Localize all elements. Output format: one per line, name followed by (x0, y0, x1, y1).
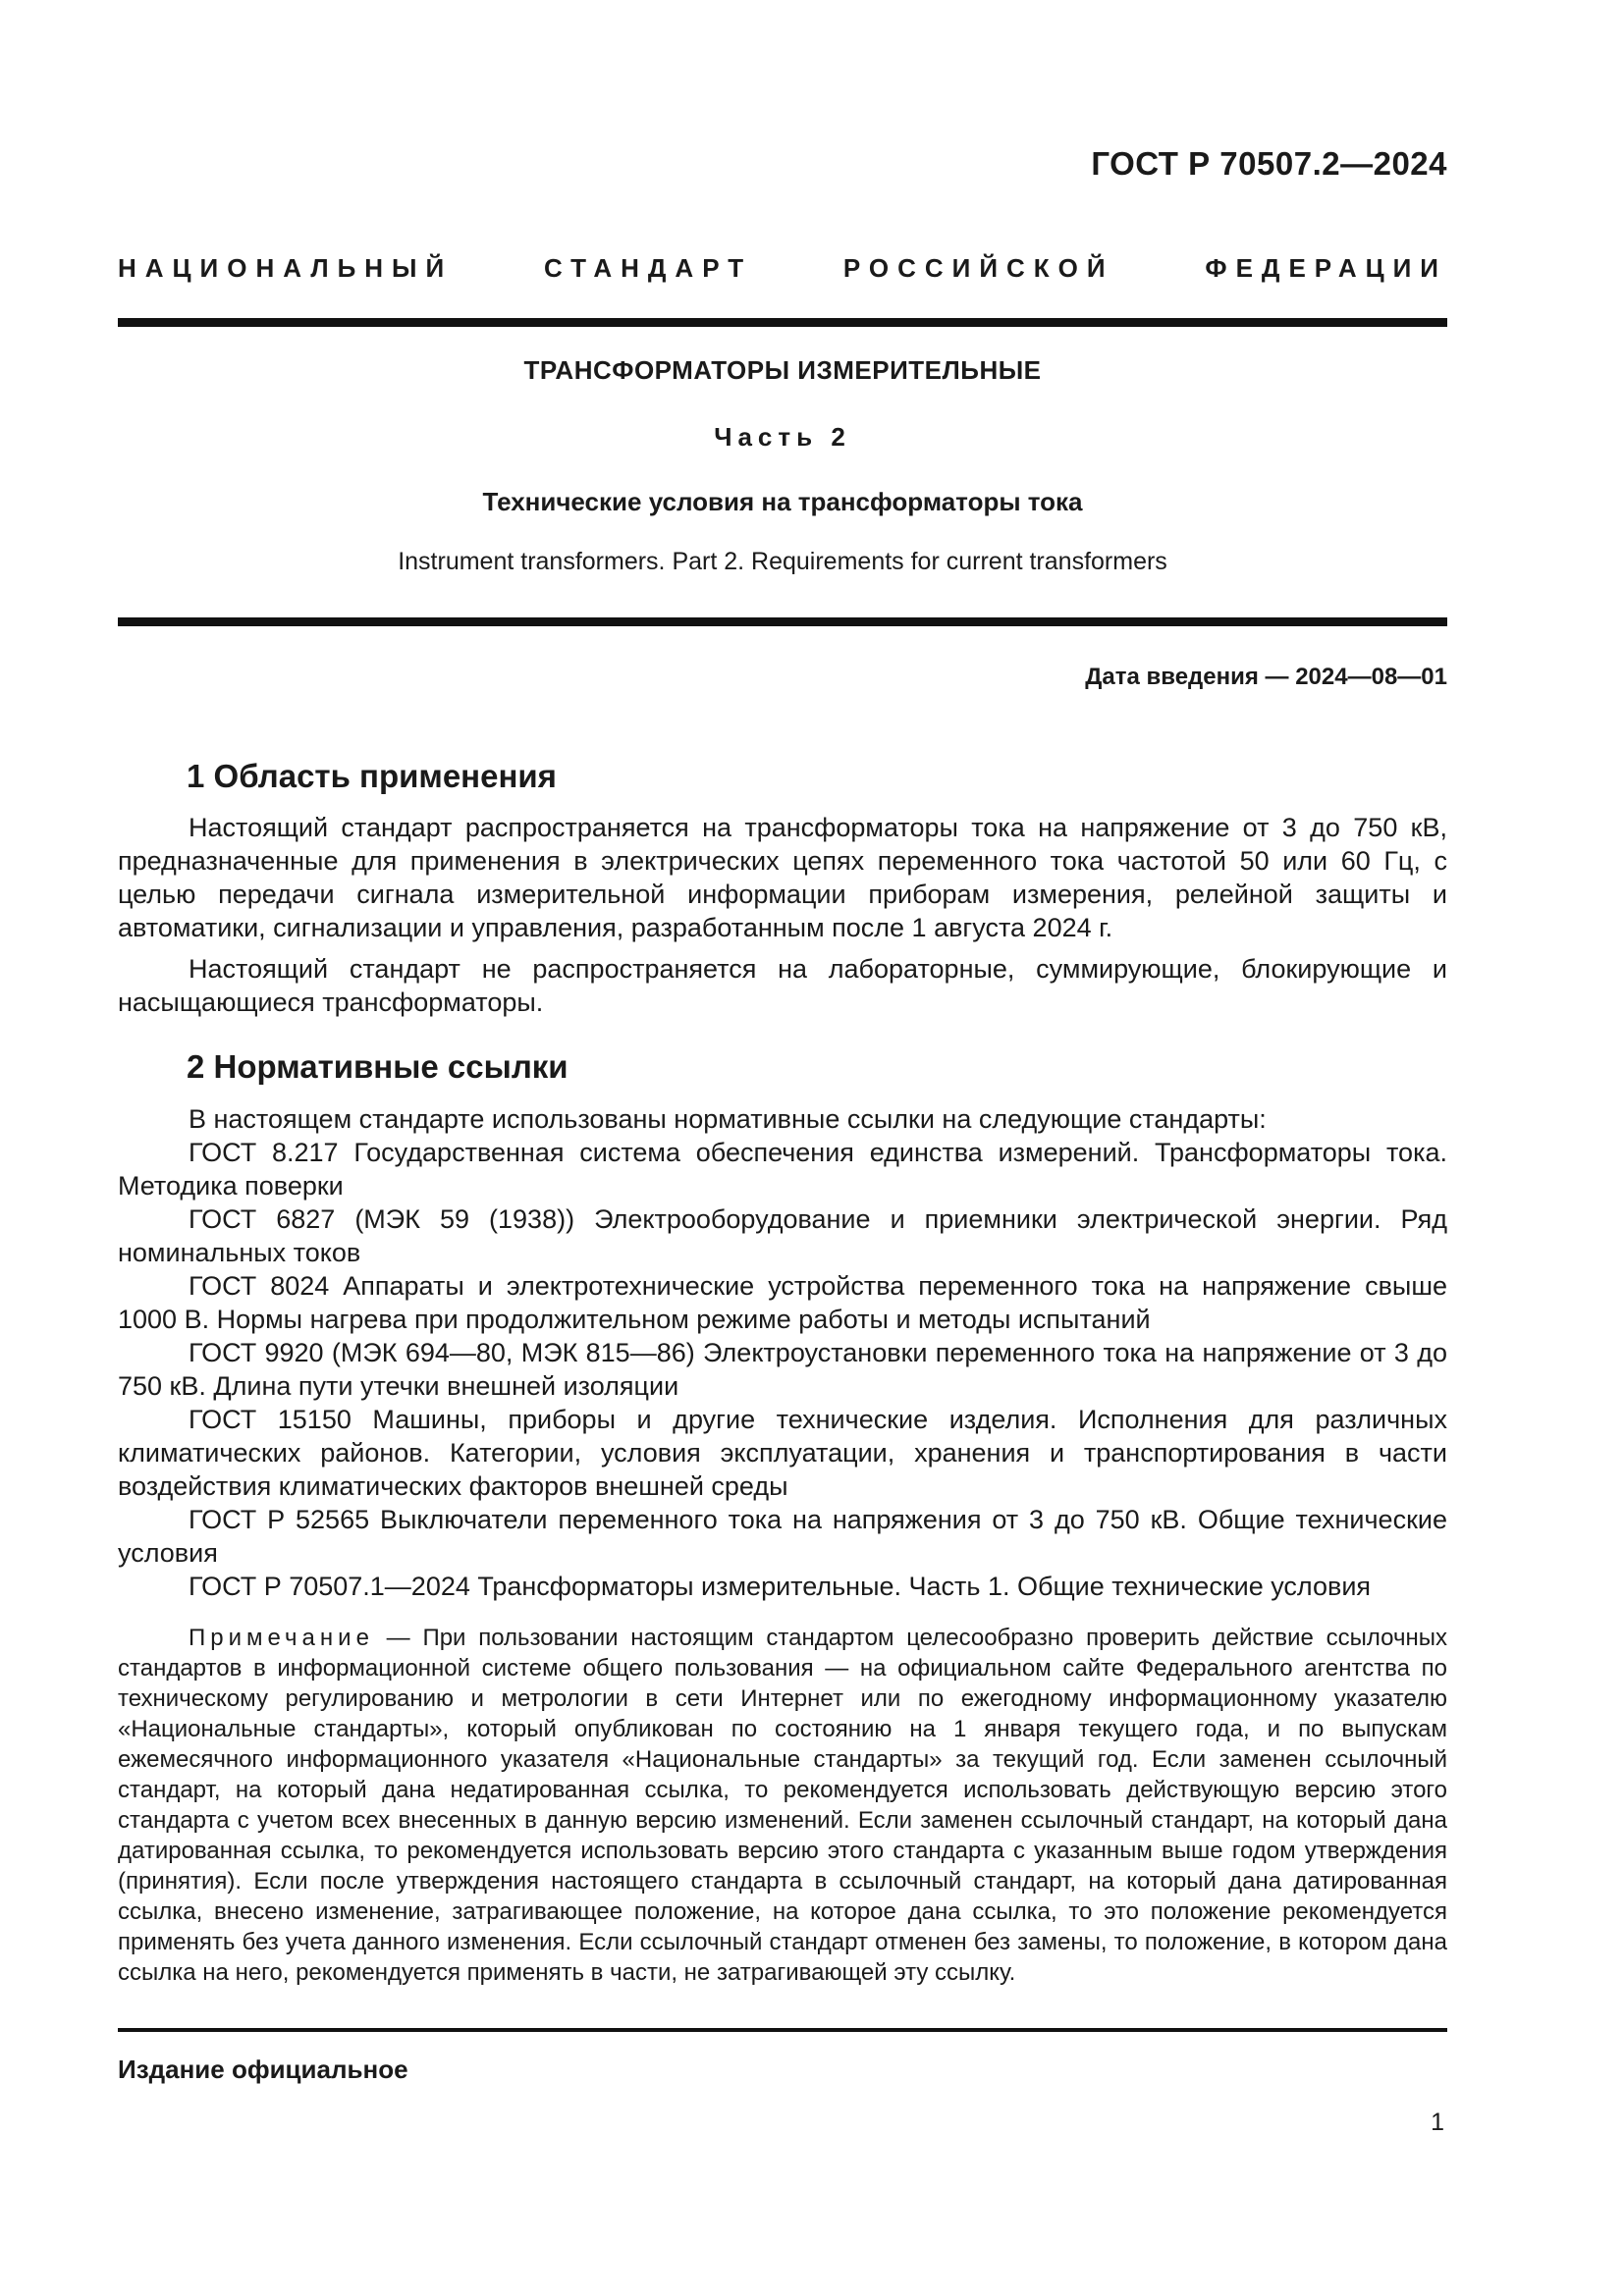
document-code: ГОСТ Р 70507.2—2024 (1091, 145, 1447, 182)
note-text: — При пользовании настоящим стандартом целесообразно проверить действие ссылочных стандартов в информационной системе общего пользования — на официальном сайте Федерального агентства по техническому регулированию и метрологии в сети Интернет или по ежегодному информационному указателю «Национальные стандарты», который опубликован по состоянию на 1 января текущего года, и по выпускам ежемесячного информационного указателя «Национальные стандарты» за текущий год. Если заменен ссылочный стандарт, на который дана недатированная ссылка, то рекомендуется использовать действующую версию этого стандарта с учетом всех внесенных в данную версию изменений. Если заменен ссылочный стандарт, на который дана датированная ссылка, то рекомендуется использовать версию этого стандарта с указанным выше годом утверждения (принятия). Если после утверждения настоящего стандарта в ссылочный стандарт, на который дана датированная ссылка, внесено изменение, затрагивающее положение, на которое дана ссылка, то это положение рекомендуется применять без учета данного изменения. Если ссылочный стандарт отменен без замены, то положение, в котором дана ссылка на него, рекомендуется применять в части, не затрагивающей эту ссылку. (118, 1625, 1447, 1986)
reference-item: ГОСТ 9920 (МЭК 694—80, МЭК 815—86) Электроустановки переменного тока на напряжение от 3 до 750 кВ. Длина пути утечки внешней изоляции (118, 1338, 1447, 1401)
page-number: 1 (1431, 2109, 1444, 2136)
references-note (118, 1623, 1447, 1988)
reference-item: ГОСТ 8.217 Государственная система обеспечения единства измерений. Трансформаторы тока. Методика поверки (118, 1138, 1447, 1201)
note-label: Примечание (189, 1625, 374, 1651)
section-2-heading: 2 Нормативные ссылки (187, 1048, 568, 1085)
reference-item: ГОСТ Р 52565 Выключатели переменного тока на напряжения от 3 до 750 кВ. Общие технические условия (118, 1505, 1447, 1568)
section-1-paragraph-2: Настоящий стандарт не распространяется на лабораторные, суммирующие, блокирующие и насыщающиеся трансформаторы. (118, 954, 1447, 1017)
national-standard-banner: НАЦИОНАЛЬНЫЙ СТАНДАРТ РОССИЙСКОЙ ФЕДЕРАЦИИ (118, 253, 1447, 283)
reference-item: ГОСТ 8024 Аппараты и электротехнические устройства переменного тока на напряжение свыше 1000 В. Нормы нагрева при продолжительном режиме работы и методы испытаний (118, 1271, 1447, 1334)
reference-item: ГОСТ 6827 (МЭК 59 (1938)) Электрооборудование и приемники электрической энергии. Ряд номинальных токов (118, 1204, 1447, 1267)
top-rule (118, 318, 1447, 327)
section-1-paragraph-1: Настоящий стандарт распространяется на трансформаторы тока на напряжение от 3 до 750 кВ, предназначенные для применения в электрических цепях переменного тока частотой 50 или 60 Гц, с целью передачи сигнала измерительной информации приборам измерения, релейной защиты и автоматики, сигнализации и управления, разработанным после 1 августа 2024 г. (118, 813, 1447, 942)
document-subtitle: Технические условия на трансформаторы тока (482, 487, 1083, 516)
introduction-date: Дата введения — 2024—08—01 (1085, 664, 1447, 690)
reference-item: ГОСТ Р 70507.1—2024 Трансформаторы измерительные. Часть 1. Общие технические условия (189, 1572, 1372, 1601)
section-1-heading: 1 Область применения (187, 758, 557, 794)
references-intro: В настоящем стандарте использованы нормативные ссылки на следующие стандарты: (189, 1104, 1267, 1134)
document-part: Часть 2 (714, 422, 851, 452)
normative-references (118, 1102, 1447, 1603)
title-rule (118, 617, 1447, 626)
footer-rule (118, 2028, 1447, 2032)
document-title: ТРАНСФОРМАТОРЫ ИЗМЕРИТЕЛЬНЫЕ (523, 355, 1042, 385)
reference-item: ГОСТ 15150 Машины, приборы и другие технические изделия. Исполнения для различных климатических районов. Категории, условия эксплуатации, хранения и транспортирования в части воздействия климатических факторов внешней среды (118, 1405, 1447, 1501)
official-edition-label: Издание официальное (118, 2055, 408, 2084)
english-title: Instrument transformers. Part 2. Requirements for current transformers (398, 548, 1167, 575)
